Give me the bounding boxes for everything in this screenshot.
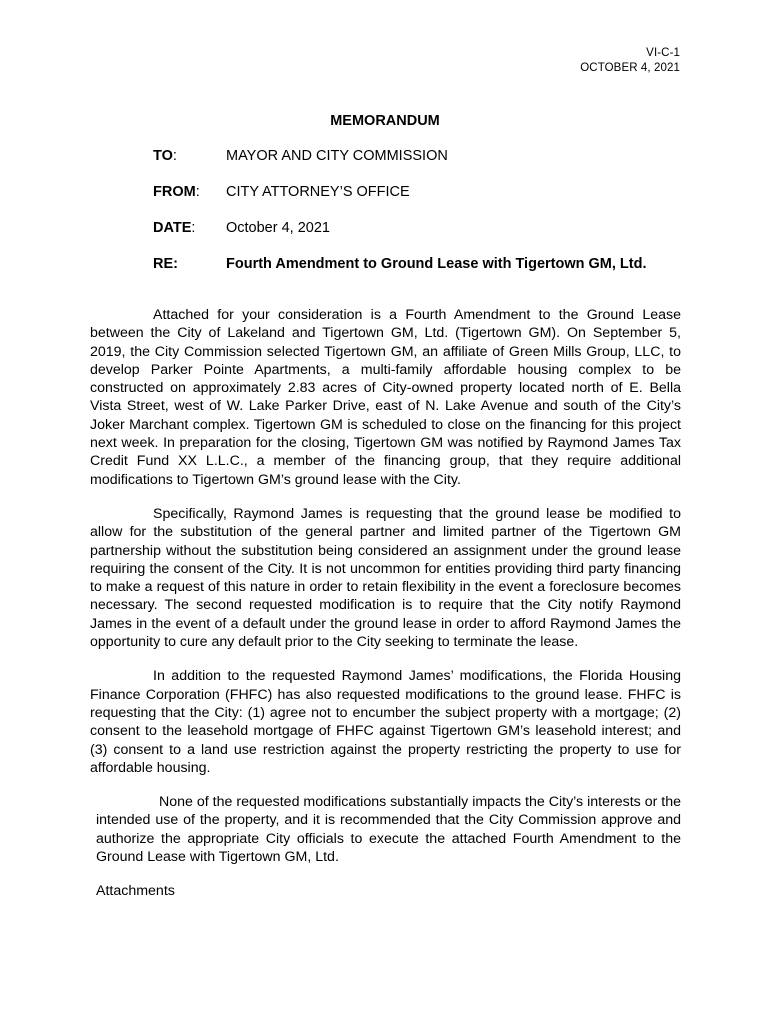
to-value: MAYOR AND CITY COMMISSION bbox=[226, 148, 448, 164]
agenda-item-code: VI-C-1 bbox=[646, 47, 680, 59]
attachments-label: Attachments bbox=[96, 883, 175, 900]
page-reference bbox=[580, 46, 680, 76]
from-label: FROM: bbox=[153, 184, 200, 200]
memo-title: MEMORANDUM bbox=[330, 113, 440, 129]
date-value: October 4, 2021 bbox=[226, 220, 330, 236]
body-paragraph-4: None of the requested modifications substantially impacts the City’s interests or the intended use of the property, and it is recommended that the City Commission approve and authorize the appropriate City officials to execute the attached Fourth Amendment to the Ground Lease with Tigertown GM, Ltd. bbox=[96, 794, 681, 866]
date-label: DATE: bbox=[153, 220, 196, 236]
from-value: CITY ATTORNEY’S OFFICE bbox=[226, 184, 410, 200]
body-paragraph-3: In addition to the requested Raymond James’ modifications, the Florida Housing Finance Corporation (FHFC) has also requested modifications to the ground lease. FHFC is requesting that the City: (1) agree not to encumber the subject property with a mortgage; (2) consent to the leasehold mortgage of FHFC against Tigertown GM’s leasehold interest; and (3) consent to a land use restriction against the property restricting the property to use for affordable housing. bbox=[90, 668, 681, 776]
re-label: RE: bbox=[153, 256, 178, 272]
to-label: TO: bbox=[153, 148, 177, 164]
body-paragraph-2: Specifically, Raymond James is requesting that the ground lease be modified to allow for the substitution of the general partner and limited partner of the Tigertown GM partnership without the substitution being considered an assignment under the ground lease requiring the consent of the City. It is not uncommon for entities providing third party financing to make a request of this nature in order to retain flexibility in the event a foreclosure becomes necessary. The second requested modification is to require that the City notify Raymond James in the event of a default under the ground lease in order to afford Raymond James the opportunity to cure any default prior to the City seeking to terminate the lease. bbox=[90, 505, 681, 651]
agenda-date: OCTOBER 4, 2021 bbox=[580, 62, 680, 74]
memo-body bbox=[90, 306, 681, 901]
body-paragraph-1: Attached for your consideration is a Fourth Amendment to the Ground Lease between the City of Lakeland and Tigertown GM, Ltd. (Tigertown GM). On September 5, 2019, the City Commission selected Tigertown GM, an affiliate of Green Mills Group, LLC, to develop Parker Pointe Apartments, a multi-family affordable housing complex to be constructed on approximately 2.83 acres of City-owned property located north of E. Bella Vista Street, west of W. Lake Parker Drive, east of N. Lake Avenue and south of the City’s Joker Marchant complex. Tigertown GM is scheduled to close on the financing for this project next week. In preparation for the closing, Tigertown GM was notified by Raymond James Tax Credit Fund XX L.L.C., a member of the financing group, that they require additional modifications to Tigertown GM’s ground lease with the City. bbox=[90, 307, 681, 488]
re-value: Fourth Amendment to Ground Lease with Tigertown GM, Ltd. bbox=[226, 256, 647, 272]
